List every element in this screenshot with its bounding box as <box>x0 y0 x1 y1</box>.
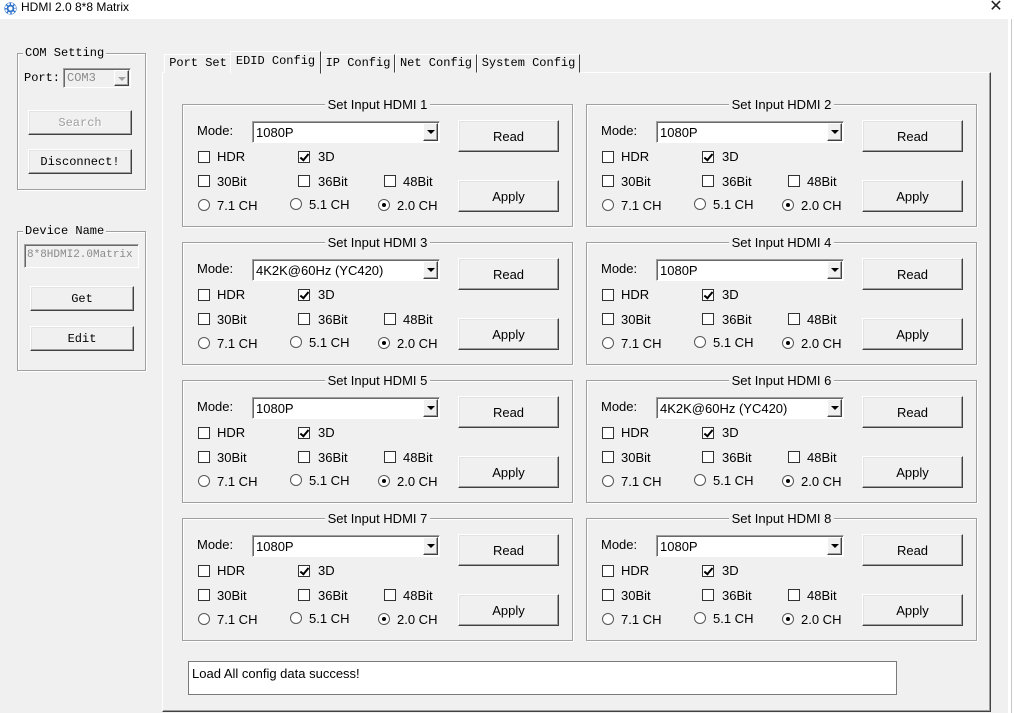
ch51-radio[interactable] <box>694 336 706 348</box>
close-button[interactable]: ✕ <box>989 0 1003 15</box>
bit30-label: 30Bit <box>621 450 651 465</box>
tab-edid-config[interactable]: EDID Config <box>230 51 321 74</box>
hdr-checkbox[interactable] <box>198 427 210 439</box>
hdmi-input-7-title: Set Input HDMI 7 <box>182 511 573 526</box>
hdr-checkbox[interactable] <box>602 565 614 577</box>
ch20-label: 2.0 CH <box>397 336 438 351</box>
ch71-label: 7.1 CH <box>621 612 662 627</box>
status-box <box>188 661 897 695</box>
status-message: Load All config data success! <box>192 666 360 681</box>
mode-value: 1080P <box>660 263 698 278</box>
hdmi-input-6-title: Set Input HDMI 6 <box>586 373 977 388</box>
three-d-checkbox[interactable] <box>702 427 714 439</box>
tab-system-config[interactable]: System Config <box>477 54 580 73</box>
ch71-radio[interactable] <box>198 199 210 211</box>
ch20-radio[interactable] <box>782 613 794 625</box>
hdmi-input-8-panel <box>586 511 977 641</box>
mode-value: 4K2K@60Hz (YC420) <box>660 401 788 416</box>
chevron-down-icon[interactable] <box>827 537 842 555</box>
mode-label: Mode: <box>601 537 638 552</box>
ch71-radio[interactable] <box>602 337 614 349</box>
hdmi-input-6-panel <box>586 373 977 503</box>
read-button[interactable]: Read <box>458 258 559 290</box>
apply-button[interactable]: Apply <box>862 594 963 626</box>
window-edge <box>1008 19 1014 713</box>
bit48-checkbox[interactable] <box>384 313 396 325</box>
bit36-label: 36Bit <box>722 174 752 189</box>
bit36-label: 36Bit <box>318 174 348 189</box>
bit36-label: 36Bit <box>318 312 348 327</box>
bit48-label: 48Bit <box>807 312 837 327</box>
three-d-checkbox[interactable] <box>702 289 714 301</box>
ch51-label: 5.1 CH <box>309 197 350 212</box>
mode-select[interactable] <box>252 259 440 281</box>
mode-label: Mode: <box>197 261 234 276</box>
ch71-label: 7.1 CH <box>621 198 662 213</box>
bit30-checkbox[interactable] <box>602 313 614 325</box>
bit48-label: 48Bit <box>807 450 837 465</box>
chevron-down-icon[interactable] <box>423 399 438 417</box>
mode-label: Mode: <box>197 537 234 552</box>
read-button[interactable]: Read <box>458 396 559 428</box>
ch71-label: 7.1 CH <box>217 336 258 351</box>
ch51-label: 5.1 CH <box>713 473 754 488</box>
mode-select[interactable] <box>656 397 844 419</box>
hdr-label: HDR <box>621 425 650 440</box>
ch71-label: 7.1 CH <box>621 474 662 489</box>
ch20-radio[interactable] <box>782 475 794 487</box>
apply-button[interactable]: Apply <box>458 180 559 212</box>
bit36-label: 36Bit <box>722 588 752 603</box>
bit36-checkbox[interactable] <box>298 589 310 601</box>
hdr-label: HDR <box>217 563 246 578</box>
ch51-label: 5.1 CH <box>309 473 350 488</box>
bit30-checkbox[interactable] <box>198 175 210 187</box>
ch71-radio[interactable] <box>602 199 614 211</box>
bit48-checkbox[interactable] <box>788 313 800 325</box>
ch51-radio[interactable] <box>694 612 706 624</box>
com-setting-title: COM Setting <box>25 46 105 60</box>
device-name-value: 8*8HDMI2.0Matrix <box>27 249 133 261</box>
three-d-checkbox[interactable] <box>298 427 310 439</box>
bit30-label: 30Bit <box>217 588 247 603</box>
ch71-label: 7.1 CH <box>217 198 258 213</box>
ch71-radio[interactable] <box>198 337 210 349</box>
bit48-checkbox[interactable] <box>788 589 800 601</box>
hdmi-input-5-title: Set Input HDMI 5 <box>182 373 573 388</box>
ch20-label: 2.0 CH <box>801 198 842 213</box>
hdmi-input-5-panel <box>182 373 573 503</box>
bit30-label: 30Bit <box>621 312 651 327</box>
bit48-checkbox[interactable] <box>788 175 800 187</box>
bit30-label: 30Bit <box>621 588 651 603</box>
bit36-checkbox[interactable] <box>298 451 310 463</box>
ch51-label: 5.1 CH <box>309 335 350 350</box>
ch20-radio[interactable] <box>378 337 390 349</box>
hdmi-input-3-title: Set Input HDMI 3 <box>182 235 573 250</box>
bit30-checkbox[interactable] <box>198 589 210 601</box>
mode-label: Mode: <box>601 399 638 414</box>
hdmi-input-2-title: Set Input HDMI 2 <box>586 97 977 112</box>
read-button[interactable]: Read <box>862 534 963 566</box>
bit30-label: 30Bit <box>621 174 651 189</box>
three-d-label: 3D <box>318 149 335 164</box>
search-button[interactable]: Search <box>28 110 132 135</box>
bit36-checkbox[interactable] <box>702 589 714 601</box>
bit48-checkbox[interactable] <box>384 589 396 601</box>
port-value: COM3 <box>67 71 96 85</box>
three-d-label: 3D <box>318 425 335 440</box>
three-d-checkbox[interactable] <box>702 151 714 163</box>
ch51-radio[interactable] <box>290 474 302 486</box>
ch51-label: 5.1 CH <box>713 335 754 350</box>
mode-value: 1080P <box>256 539 294 554</box>
ch20-radio[interactable] <box>378 199 390 211</box>
three-d-checkbox[interactable] <box>702 565 714 577</box>
bit48-label: 48Bit <box>403 174 433 189</box>
bit48-label: 48Bit <box>807 174 837 189</box>
disconnect-button[interactable]: Disconnect! <box>28 149 132 174</box>
mode-value: 1080P <box>256 125 294 140</box>
apply-button[interactable]: Apply <box>862 180 963 212</box>
tab-port-set[interactable]: Port Set <box>164 54 232 73</box>
bit30-checkbox[interactable] <box>602 589 614 601</box>
bit48-checkbox[interactable] <box>788 451 800 463</box>
mode-label: Mode: <box>197 123 234 138</box>
three-d-label: 3D <box>318 287 335 302</box>
mode-select[interactable] <box>252 535 440 557</box>
chevron-down-icon[interactable] <box>114 70 129 86</box>
three-d-label: 3D <box>318 563 335 578</box>
tab-ip-config[interactable]: IP Config <box>321 54 395 73</box>
bit36-checkbox[interactable] <box>702 313 714 325</box>
bit36-label: 36Bit <box>318 450 348 465</box>
hdr-label: HDR <box>217 425 246 440</box>
mode-value: 4K2K@60Hz (YC420) <box>256 263 384 278</box>
chevron-down-icon[interactable] <box>423 261 438 279</box>
ch20-radio[interactable] <box>378 613 390 625</box>
bit36-checkbox[interactable] <box>298 175 310 187</box>
hdr-checkbox[interactable] <box>602 289 614 301</box>
ch51-label: 5.1 CH <box>713 611 754 626</box>
ch20-label: 2.0 CH <box>397 612 438 627</box>
apply-button[interactable]: Apply <box>862 456 963 488</box>
hdr-checkbox[interactable] <box>198 289 210 301</box>
bit30-label: 30Bit <box>217 174 247 189</box>
ch51-label: 5.1 CH <box>713 197 754 212</box>
mode-select[interactable] <box>252 397 440 419</box>
device-name-title: Device Name <box>25 224 105 238</box>
ch20-label: 2.0 CH <box>397 198 438 213</box>
ch20-label: 2.0 CH <box>801 474 842 489</box>
hdr-checkbox[interactable] <box>602 427 614 439</box>
gear-icon <box>3 1 18 16</box>
ch71-label: 7.1 CH <box>217 474 258 489</box>
hdmi-input-4-panel <box>586 235 977 365</box>
bit36-label: 36Bit <box>318 588 348 603</box>
hdmi-input-4-title: Set Input HDMI 4 <box>586 235 977 250</box>
ch51-radio[interactable] <box>290 612 302 624</box>
mode-select[interactable] <box>252 121 440 143</box>
chevron-down-icon[interactable] <box>423 123 438 141</box>
bit30-checkbox[interactable] <box>198 451 210 463</box>
hdmi-input-1-panel <box>182 97 573 227</box>
ch20-label: 2.0 CH <box>801 336 842 351</box>
ch71-radio[interactable] <box>602 475 614 487</box>
ch71-radio[interactable] <box>602 613 614 625</box>
port-select[interactable] <box>63 68 131 88</box>
ch71-label: 7.1 CH <box>621 336 662 351</box>
ch71-radio[interactable] <box>198 475 210 487</box>
ch71-radio[interactable] <box>198 613 210 625</box>
read-button[interactable]: Read <box>862 396 963 428</box>
mode-value: 1080P <box>660 125 698 140</box>
hdmi-input-7-panel <box>182 511 573 641</box>
hdr-label: HDR <box>621 563 650 578</box>
three-d-label: 3D <box>722 287 739 302</box>
three-d-label: 3D <box>722 425 739 440</box>
bit30-label: 30Bit <box>217 450 247 465</box>
hdr-checkbox[interactable] <box>602 151 614 163</box>
ch20-label: 2.0 CH <box>397 474 438 489</box>
mode-label: Mode: <box>601 123 638 138</box>
mode-select[interactable] <box>656 535 844 557</box>
chevron-down-icon[interactable] <box>423 537 438 555</box>
hdmi-input-2-panel <box>586 97 977 227</box>
bit48-label: 48Bit <box>807 588 837 603</box>
three-d-checkbox[interactable] <box>298 151 310 163</box>
hdr-label: HDR <box>621 287 650 302</box>
ch51-radio[interactable] <box>694 474 706 486</box>
bit36-checkbox[interactable] <box>702 175 714 187</box>
mode-select[interactable] <box>656 259 844 281</box>
bit48-checkbox[interactable] <box>384 175 396 187</box>
three-d-checkbox[interactable] <box>298 289 310 301</box>
bit36-label: 36Bit <box>722 450 752 465</box>
ch20-radio[interactable] <box>378 475 390 487</box>
chevron-down-icon[interactable] <box>827 399 842 417</box>
three-d-checkbox[interactable] <box>298 565 310 577</box>
edit-button[interactable]: Edit <box>30 326 134 351</box>
read-button[interactable]: Read <box>458 534 559 566</box>
bit30-checkbox[interactable] <box>602 175 614 187</box>
read-button[interactable]: Read <box>862 258 963 290</box>
three-d-label: 3D <box>722 149 739 164</box>
mode-value: 1080P <box>256 401 294 416</box>
three-d-label: 3D <box>722 563 739 578</box>
ch20-radio[interactable] <box>782 337 794 349</box>
ch20-radio[interactable] <box>782 199 794 211</box>
bit36-label: 36Bit <box>722 312 752 327</box>
port-label: Port: <box>24 71 61 85</box>
title-bar <box>0 0 1014 19</box>
bit30-checkbox[interactable] <box>198 313 210 325</box>
bit36-checkbox[interactable] <box>298 313 310 325</box>
ch51-radio[interactable] <box>290 336 302 348</box>
read-button[interactable]: Read <box>862 120 963 152</box>
hdmi-input-1-title: Set Input HDMI 1 <box>182 97 573 112</box>
bit30-label: 30Bit <box>217 312 247 327</box>
ch20-label: 2.0 CH <box>801 612 842 627</box>
device-name-field[interactable] <box>24 244 139 268</box>
apply-button[interactable]: Apply <box>458 456 559 488</box>
mode-value: 1080P <box>660 539 698 554</box>
hdr-label: HDR <box>621 149 650 164</box>
hdr-label: HDR <box>217 287 246 302</box>
hdr-checkbox[interactable] <box>198 565 210 577</box>
read-button[interactable]: Read <box>458 120 559 152</box>
bit48-label: 48Bit <box>403 450 433 465</box>
mode-label: Mode: <box>197 399 234 414</box>
mode-label: Mode: <box>601 261 638 276</box>
chevron-down-icon[interactable] <box>827 261 842 279</box>
window-title: HDMI 2.0 8*8 Matrix <box>21 0 130 14</box>
apply-button[interactable]: Apply <box>458 318 559 350</box>
bit48-checkbox[interactable] <box>384 451 396 463</box>
hdr-checkbox[interactable] <box>198 151 210 163</box>
ch51-radio[interactable] <box>694 198 706 210</box>
hdmi-input-8-title: Set Input HDMI 8 <box>586 511 977 526</box>
ch71-label: 7.1 CH <box>217 612 258 627</box>
chevron-down-icon[interactable] <box>827 123 842 141</box>
hdr-label: HDR <box>217 149 246 164</box>
apply-button[interactable]: Apply <box>458 594 559 626</box>
apply-button[interactable]: Apply <box>862 318 963 350</box>
get-button[interactable]: Get <box>30 286 134 311</box>
hdmi-input-3-panel <box>182 235 573 365</box>
ch51-label: 5.1 CH <box>309 611 350 626</box>
bit48-label: 48Bit <box>403 312 433 327</box>
bit30-checkbox[interactable] <box>602 451 614 463</box>
bit36-checkbox[interactable] <box>702 451 714 463</box>
mode-select[interactable] <box>656 121 844 143</box>
ch51-radio[interactable] <box>290 198 302 210</box>
tab-net-config[interactable]: Net Config <box>395 54 477 73</box>
bit48-label: 48Bit <box>403 588 433 603</box>
